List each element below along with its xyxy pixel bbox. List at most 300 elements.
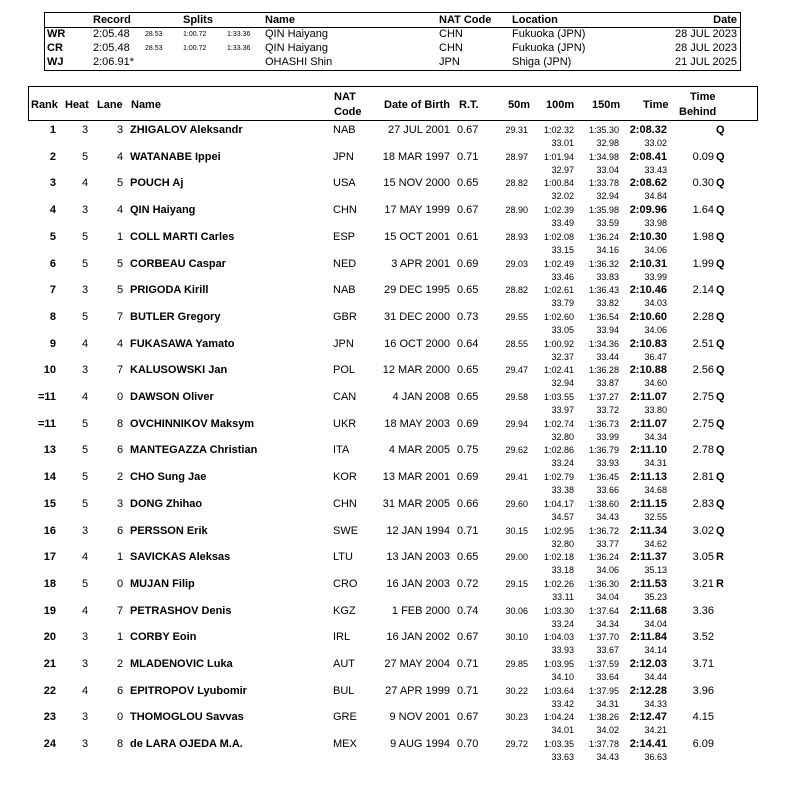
header-time-behind-2: Behind xyxy=(679,106,717,118)
final-time: 2:09.96 xyxy=(629,204,667,217)
date-of-birth: 17 MAY 1999 xyxy=(384,204,450,217)
result-row xyxy=(0,605,786,632)
athlete-name: WATANABE Ippei xyxy=(130,150,221,163)
lap-split-200m: 34.04 xyxy=(644,618,667,629)
heat-cell: 5 xyxy=(82,310,89,323)
time-behind: 3.21 xyxy=(692,577,714,590)
final-time: 2:11.13 xyxy=(630,471,667,484)
lane-cell: 8 xyxy=(117,738,124,751)
lap-split-100m: 32.02 xyxy=(551,191,574,202)
record-code: CR xyxy=(47,42,63,54)
result-row xyxy=(0,364,786,391)
qualification-mark: Q xyxy=(716,310,725,323)
time-behind: 3.36 xyxy=(692,604,714,617)
lap-split-150m: 34.02 xyxy=(596,725,619,736)
nat-code: BUL xyxy=(333,684,355,697)
heat-cell: 3 xyxy=(82,658,89,670)
nat-code: NAB xyxy=(333,124,356,136)
lap-split-200m: 34.31 xyxy=(644,458,667,469)
reaction-time: 0.65 xyxy=(457,551,479,564)
rank-cell: 3 xyxy=(49,177,56,190)
date-of-birth: 27 APR 1999 xyxy=(385,684,450,697)
qualification-mark: Q xyxy=(716,471,725,484)
lap-split-100m: 33.01 xyxy=(551,138,574,148)
split-50m: 28.82 xyxy=(505,178,528,189)
lap-split-150m: 33.83 xyxy=(596,271,619,282)
lap-split-100m: 33.15 xyxy=(551,244,574,255)
split-100m: 1:04.24 xyxy=(543,712,574,723)
record-row xyxy=(45,42,740,57)
final-time: 2:08.32 xyxy=(629,124,667,136)
qualification-mark: Q xyxy=(716,417,725,430)
lap-split-150m: 33.93 xyxy=(596,458,619,469)
lap-split-200m: 34.06 xyxy=(644,244,667,255)
record-split-100: 1:00.72 xyxy=(183,45,207,52)
result-row xyxy=(0,311,786,338)
nat-code: CRO xyxy=(333,577,358,590)
split-150m: 1:34.98 xyxy=(588,151,619,162)
rank-cell: 10 xyxy=(43,364,56,377)
nat-code: JPN xyxy=(333,337,354,350)
lane-cell: 7 xyxy=(117,364,124,377)
result-row xyxy=(0,711,786,738)
lap-split-100m: 33.11 xyxy=(552,591,574,602)
time-behind: 1.99 xyxy=(692,257,714,270)
lap-split-150m: 33.64 xyxy=(596,672,619,682)
reaction-time: 0.72 xyxy=(457,577,479,590)
time-behind: 3.71 xyxy=(692,658,714,670)
records-header-nat: NAT Code xyxy=(439,14,492,26)
lane-cell: 0 xyxy=(117,711,124,724)
header-nat: NAT xyxy=(334,91,356,103)
split-100m: 1:02.60 xyxy=(543,311,574,322)
record-split-150: 1:33.36 xyxy=(227,31,251,38)
lane-cell: 5 xyxy=(117,177,124,190)
split-150m: 1:37.95 xyxy=(588,685,619,696)
lane-cell: 8 xyxy=(117,417,124,430)
athlete-name: DAWSON Oliver xyxy=(130,391,214,403)
rank-cell: 20 xyxy=(43,631,56,644)
lap-split-100m: 34.57 xyxy=(551,511,574,522)
split-100m: 1:03.35 xyxy=(543,739,574,750)
athlete-name: COLL MARTI Carles xyxy=(130,230,235,243)
split-150m: 1:35.30 xyxy=(588,125,619,135)
record-location: Shiga (JPN) xyxy=(512,56,572,68)
reaction-time: 0.69 xyxy=(457,471,479,484)
rank-cell: 2 xyxy=(49,150,56,163)
split-50m: 29.03 xyxy=(505,258,528,269)
rank-cell: 15 xyxy=(43,497,56,510)
split-100m: 1:02.49 xyxy=(543,258,574,269)
result-row xyxy=(0,525,786,552)
lap-split-100m: 32.80 xyxy=(551,431,574,442)
split-100m: 1:02.86 xyxy=(543,445,574,456)
header-100m: 100m xyxy=(546,99,575,111)
time-behind: 6.09 xyxy=(692,738,714,751)
lap-split-200m: 36.63 xyxy=(644,752,667,763)
lap-split-150m: 33.77 xyxy=(596,538,619,549)
split-50m: 29.58 xyxy=(505,392,528,402)
reaction-time: 0.73 xyxy=(457,310,479,323)
lane-cell: 4 xyxy=(117,204,124,217)
athlete-name: KALUSOWSKI Jan xyxy=(130,364,228,377)
qualification-mark: Q xyxy=(716,150,725,163)
athlete-name: OVCHINNIKOV Maksym xyxy=(130,417,255,430)
final-time: 2:10.31 xyxy=(629,257,667,270)
nat-code: JPN xyxy=(333,150,354,163)
heat-cell: 4 xyxy=(82,391,89,403)
reaction-time: 0.69 xyxy=(457,417,479,430)
lap-split-100m: 34.10 xyxy=(551,672,574,682)
split-100m: 1:02.39 xyxy=(543,205,574,216)
final-time: 2:11.07 xyxy=(630,391,667,403)
result-row xyxy=(0,284,786,311)
rank-cell: 16 xyxy=(43,524,56,537)
record-time: 2:05.48 xyxy=(93,28,130,40)
lap-split-100m: 33.05 xyxy=(551,324,574,335)
nat-code: LTU xyxy=(333,551,353,564)
lane-cell: 3 xyxy=(117,124,124,136)
lap-split-150m: 33.04 xyxy=(596,164,619,175)
record-split-100: 1:00.72 xyxy=(183,31,207,38)
final-time: 2:12.28 xyxy=(629,684,667,697)
lap-split-100m: 33.97 xyxy=(551,405,574,415)
lap-split-200m: 34.84 xyxy=(644,191,667,202)
athlete-name: SAVICKAS Aleksas xyxy=(130,551,231,564)
nat-code: UKR xyxy=(333,417,357,430)
time-behind: 4.15 xyxy=(692,711,714,724)
rank-cell: 19 xyxy=(43,604,56,617)
date-of-birth: 12 JAN 1994 xyxy=(386,524,450,537)
date-of-birth: 16 JAN 2002 xyxy=(386,631,450,644)
athlete-name: PRIGODA Kirill xyxy=(130,284,209,297)
date-of-birth: 27 MAY 2004 xyxy=(384,658,450,670)
rank-cell: 24 xyxy=(43,738,56,751)
athlete-name: PERSSON Erik xyxy=(130,524,208,537)
records-header-name: Name xyxy=(265,14,295,26)
record-time: 2:05.48 xyxy=(93,42,130,54)
reaction-time: 0.67 xyxy=(457,631,479,644)
date-of-birth: 29 DEC 1995 xyxy=(383,284,450,297)
nat-code: USA xyxy=(333,177,356,190)
split-50m: 29.15 xyxy=(505,578,528,589)
heat-cell: 3 xyxy=(82,284,89,297)
lap-split-150m: 34.31 xyxy=(596,698,619,709)
reaction-time: 0.71 xyxy=(457,684,479,697)
split-100m: 1:03.55 xyxy=(543,392,574,402)
rank-cell: 17 xyxy=(43,551,56,564)
reaction-time: 0.71 xyxy=(457,524,479,537)
reaction-time: 0.70 xyxy=(457,738,479,751)
rank-cell: 8 xyxy=(49,310,56,323)
rank-cell: =11 xyxy=(37,417,56,430)
reaction-time: 0.67 xyxy=(457,204,479,217)
heat-cell: 3 xyxy=(82,364,89,377)
split-100m: 1:02.61 xyxy=(543,285,574,296)
reaction-time: 0.67 xyxy=(457,711,479,724)
lap-split-200m: 36.47 xyxy=(644,351,667,362)
heat-cell: 3 xyxy=(82,711,89,724)
lane-cell: 1 xyxy=(117,631,124,644)
heat-cell: 4 xyxy=(82,551,89,564)
reaction-time: 0.65 xyxy=(457,284,479,297)
rank-cell: 14 xyxy=(43,471,56,484)
result-row xyxy=(0,391,786,418)
result-row xyxy=(0,204,786,231)
split-50m: 30.23 xyxy=(505,712,528,723)
final-time: 2:10.88 xyxy=(629,364,667,377)
athlete-name: MLADENOVIC Luka xyxy=(130,658,233,670)
header-heat: Heat xyxy=(65,99,89,111)
reaction-time: 0.71 xyxy=(457,150,479,163)
athlete-name: FUKASAWA Yamato xyxy=(130,337,235,350)
lap-split-100m: 33.93 xyxy=(551,645,574,656)
lap-split-150m: 34.34 xyxy=(596,618,619,629)
athlete-name: CORBEAU Caspar xyxy=(130,257,226,270)
date-of-birth: 9 AUG 1994 xyxy=(390,738,450,751)
split-100m: 1:02.26 xyxy=(543,578,574,589)
result-row xyxy=(0,631,786,658)
split-50m: 29.72 xyxy=(505,739,528,750)
heat-cell: 5 xyxy=(82,257,89,270)
rank-cell: 9 xyxy=(49,337,56,350)
split-50m: 28.82 xyxy=(505,285,528,296)
header-time: Time xyxy=(643,99,669,111)
lap-split-200m: 35.13 xyxy=(644,565,667,576)
time-behind: 3.52 xyxy=(692,631,714,644)
qualification-mark: Q xyxy=(716,391,725,403)
reaction-time: 0.71 xyxy=(457,658,479,670)
split-150m: 1:36.45 xyxy=(588,472,619,483)
lap-split-100m: 33.46 xyxy=(551,271,574,282)
lap-split-200m: 34.68 xyxy=(644,485,667,496)
athlete-name: EPITROPOV Lyubomir xyxy=(130,684,247,697)
split-150m: 1:36.43 xyxy=(588,285,619,296)
final-time: 2:10.30 xyxy=(629,230,667,243)
athlete-name: MANTEGAZZA Christian xyxy=(130,444,258,457)
final-time: 2:10.60 xyxy=(629,310,667,323)
split-150m: 1:36.24 xyxy=(588,231,619,242)
athlete-name: POUCH Aj xyxy=(130,177,184,190)
split-100m: 1:02.41 xyxy=(543,365,574,376)
final-time: 2:11.34 xyxy=(630,524,667,537)
nat-code: ESP xyxy=(333,230,356,243)
lap-split-100m: 33.79 xyxy=(551,298,574,309)
final-time: 2:12.03 xyxy=(629,658,667,670)
lane-cell: 2 xyxy=(117,471,124,484)
result-row xyxy=(0,738,786,765)
date-of-birth: 3 APR 2001 xyxy=(391,257,450,270)
lap-split-200m: 33.98 xyxy=(644,218,667,229)
split-50m: 28.90 xyxy=(505,205,528,216)
reaction-time: 0.66 xyxy=(457,497,479,510)
lane-cell: 7 xyxy=(117,604,124,617)
header-150m: 150m xyxy=(592,99,621,111)
split-150m: 1:36.72 xyxy=(588,525,619,536)
split-150m: 1:37.59 xyxy=(588,659,619,669)
lap-split-150m: 33.72 xyxy=(596,405,619,415)
lap-split-200m: 35.23 xyxy=(644,591,667,602)
record-time: 2:06.91* xyxy=(93,56,134,68)
split-100m: 1:02.79 xyxy=(543,472,574,483)
date-of-birth: 1 FEB 2000 xyxy=(391,604,450,617)
final-time: 2:11.53 xyxy=(630,577,667,590)
qualification-mark: R xyxy=(716,577,724,590)
rank-cell: 7 xyxy=(49,284,56,297)
rank-cell: 6 xyxy=(49,257,56,270)
date-of-birth: 12 MAR 2000 xyxy=(382,364,450,377)
nat-code: CHN xyxy=(333,204,357,217)
split-50m: 29.31 xyxy=(505,125,528,135)
lap-split-200m: 34.60 xyxy=(644,378,667,389)
header-50m: 50m xyxy=(508,99,531,111)
lap-split-200m: 33.02 xyxy=(644,138,667,148)
lap-split-150m: 32.98 xyxy=(596,138,619,148)
date-of-birth: 31 DEC 2000 xyxy=(383,310,450,323)
nat-code: GBR xyxy=(333,310,357,323)
record-date: 28 JUL 2023 xyxy=(675,42,737,54)
record-date: 21 JUL 2025 xyxy=(675,56,737,68)
lap-split-150m: 33.94 xyxy=(596,324,619,335)
date-of-birth: 16 OCT 2000 xyxy=(384,337,450,350)
reaction-time: 0.75 xyxy=(457,444,479,457)
time-behind: 1.98 xyxy=(692,230,714,243)
split-150m: 1:35.98 xyxy=(588,205,619,216)
split-100m: 1:03.95 xyxy=(543,659,574,669)
split-150m: 1:37.27 xyxy=(588,392,619,402)
lap-split-150m: 33.67 xyxy=(596,645,619,656)
athlete-name: BUTLER Gregory xyxy=(130,310,221,323)
result-row xyxy=(0,258,786,285)
time-behind: 2.78 xyxy=(692,444,714,457)
split-100m: 1:03.30 xyxy=(543,605,574,616)
date-of-birth: 4 JAN 2008 xyxy=(392,391,450,403)
lane-cell: 0 xyxy=(117,391,124,403)
final-time: 2:11.68 xyxy=(630,604,667,617)
lap-split-100m: 33.49 xyxy=(551,218,574,229)
split-150m: 1:36.73 xyxy=(588,418,619,429)
lap-split-150m: 34.43 xyxy=(596,752,619,763)
final-time: 2:11.15 xyxy=(630,497,667,510)
record-nat: JPN xyxy=(439,56,460,68)
rank-cell: 18 xyxy=(43,577,56,590)
lane-cell: 6 xyxy=(117,524,124,537)
split-50m: 29.94 xyxy=(505,418,528,429)
record-code: WR xyxy=(47,28,66,40)
split-150m: 1:36.30 xyxy=(588,578,619,589)
heat-cell: 5 xyxy=(82,444,89,457)
nat-code: KGZ xyxy=(333,604,356,617)
athlete-name: de LARA OJEDA M.A. xyxy=(130,738,243,751)
rank-cell: 13 xyxy=(43,444,56,457)
time-behind: 2.75 xyxy=(692,391,714,403)
final-time: 2:10.46 xyxy=(629,284,667,297)
split-100m: 1:04.17 xyxy=(543,498,574,509)
records-header-record: Record xyxy=(93,14,131,26)
record-split-150: 1:33.36 xyxy=(227,45,251,52)
lap-split-100m: 33.18 xyxy=(551,565,574,576)
time-behind: 2.28 xyxy=(692,310,714,323)
result-row xyxy=(0,177,786,204)
split-100m: 1:03.64 xyxy=(543,685,574,696)
final-time: 2:08.41 xyxy=(629,150,667,163)
split-150m: 1:36.24 xyxy=(588,552,619,563)
record-split-50: 28.53 xyxy=(145,31,163,38)
lap-split-200m: 33.43 xyxy=(644,164,667,175)
lap-split-150m: 33.87 xyxy=(596,378,619,389)
lap-split-150m: 33.59 xyxy=(596,218,619,229)
athlete-name: CORBY Eoin xyxy=(130,631,197,644)
split-100m: 1:02.32 xyxy=(543,125,574,135)
lane-cell: 4 xyxy=(117,150,124,163)
reaction-time: 0.65 xyxy=(457,391,479,403)
heat-cell: 3 xyxy=(82,204,89,217)
heat-cell: 4 xyxy=(82,177,89,190)
split-100m: 1:00.92 xyxy=(543,338,574,349)
heat-cell: 5 xyxy=(82,417,89,430)
lap-split-150m: 33.66 xyxy=(596,485,619,496)
split-100m: 1:00.84 xyxy=(543,178,574,189)
time-behind: 0.09 xyxy=(692,150,714,163)
header-time-behind-1: Time xyxy=(690,91,716,103)
result-row xyxy=(0,471,786,498)
lap-split-100m: 34.01 xyxy=(551,725,574,736)
split-50m: 30.15 xyxy=(505,525,528,536)
split-100m: 1:02.95 xyxy=(543,525,574,536)
record-location: Fukuoka (JPN) xyxy=(512,42,586,54)
final-time: 2:10.83 xyxy=(629,337,667,350)
lap-split-200m: 34.21 xyxy=(644,725,667,736)
final-time: 2:12.47 xyxy=(629,711,667,724)
qualification-mark: Q xyxy=(716,230,725,243)
qualification-mark: Q xyxy=(716,497,725,510)
lap-split-100m: 33.24 xyxy=(551,618,574,629)
split-150m: 1:33.78 xyxy=(588,178,619,189)
split-50m: 28.55 xyxy=(505,338,528,349)
time-behind: 2.75 xyxy=(692,417,714,430)
lap-split-100m: 33.42 xyxy=(551,698,574,709)
lap-split-100m: 33.63 xyxy=(551,752,574,763)
header-rank: Rank xyxy=(31,99,58,111)
split-50m: 30.06 xyxy=(505,605,528,616)
heat-cell: 3 xyxy=(82,631,89,644)
date-of-birth: 13 MAR 2001 xyxy=(382,471,450,484)
header-rt: R.T. xyxy=(459,99,479,111)
split-50m: 29.00 xyxy=(505,552,528,563)
reaction-time: 0.67 xyxy=(457,124,479,136)
result-row xyxy=(0,338,786,365)
result-row xyxy=(0,578,786,605)
lane-cell: 3 xyxy=(117,497,124,510)
time-behind: 2.56 xyxy=(692,364,714,377)
lap-split-100m: 32.94 xyxy=(551,378,574,389)
rank-cell: 5 xyxy=(49,230,56,243)
split-150m: 1:36.79 xyxy=(588,445,619,456)
split-50m: 28.97 xyxy=(505,151,528,162)
lap-split-100m: 32.80 xyxy=(551,538,574,549)
heat-cell: 5 xyxy=(82,577,89,590)
heat-cell: 4 xyxy=(82,337,89,350)
split-50m: 29.41 xyxy=(505,472,528,483)
time-behind: 3.05 xyxy=(692,551,714,564)
lap-split-200m: 34.06 xyxy=(644,324,667,335)
time-behind: 2.14 xyxy=(692,284,714,297)
date-of-birth: 31 MAR 2005 xyxy=(382,497,450,510)
qualification-mark: Q xyxy=(716,444,725,457)
lane-cell: 6 xyxy=(117,684,124,697)
lap-split-100m: 33.38 xyxy=(551,485,574,496)
split-100m: 1:02.74 xyxy=(543,418,574,429)
